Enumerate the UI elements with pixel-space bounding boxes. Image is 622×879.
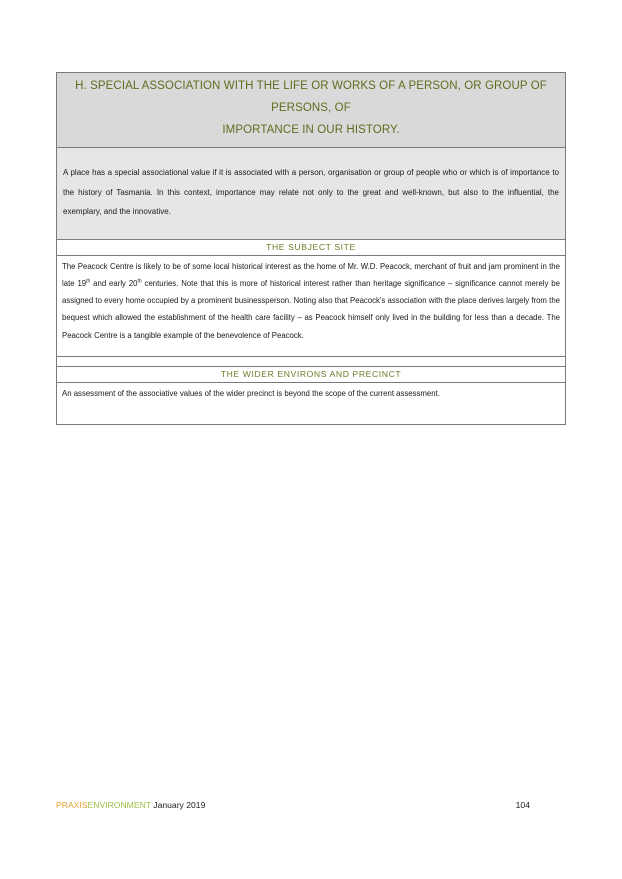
footer-date: January 2019 bbox=[150, 800, 206, 810]
criterion-heading bbox=[57, 73, 565, 148]
superscript-th-1: th bbox=[86, 278, 91, 285]
superscript-th-2: th bbox=[137, 278, 142, 285]
page-number: 104 bbox=[515, 800, 530, 810]
criterion-heading-line-1: H. SPECIAL ASSOCIATION WITH THE LIFE OR WORKS OF A PERSON, OR GROUP OF PERSONS, OF bbox=[75, 80, 547, 114]
section-divider bbox=[57, 357, 565, 367]
subject-site-heading: THE SUBJECT SITE bbox=[57, 240, 565, 256]
subject-site-text-part-2: and early 20 bbox=[90, 278, 138, 288]
wider-environs-heading: THE WIDER ENVIRONS AND PRECINCT bbox=[57, 367, 565, 383]
page-footer bbox=[56, 798, 530, 812]
subject-site-text-part-1: The Peacock Centre is likely to be of some local historical interest as the home of Mr. W.D. Peacock, merchant of fruit and jam prominent in the late 19 bbox=[62, 261, 560, 288]
criterion-heading-line-2: IMPORTANCE IN OUR HISTORY. bbox=[222, 124, 400, 136]
subject-site-text bbox=[57, 256, 565, 357]
subject-site-text-part-3: centuries. Note that this is more of historical interest rather than heritage significance – significance cannot merely be assigned to every home occupied by a prominent businessperson. Noting also that Peacock's association with the place derives largely from the bequest which allowed the establishment of the health care facility – as Peacock himself only lived in the building for less than a decade. The Peacock Centre is a tangible example of the benevolence of Peacock. bbox=[62, 278, 560, 340]
footer-brand-praxis: PRAXIS bbox=[56, 800, 88, 810]
criterion-intro: A place has a special associational value if it is associated with a person, organisation or group of people who or which is of importance to the history of Tasmania. In this context, importance may relate not only to the great and well-known, but also to the influential, the exemplary, and the innovative. bbox=[57, 148, 565, 240]
criterion-table bbox=[56, 72, 566, 425]
footer-brand-environment: ENVIRONMENT bbox=[87, 800, 151, 810]
wider-environs-text: An assessment of the associative values of the wider precinct is beyond the scope of the current assessment. bbox=[62, 388, 440, 398]
